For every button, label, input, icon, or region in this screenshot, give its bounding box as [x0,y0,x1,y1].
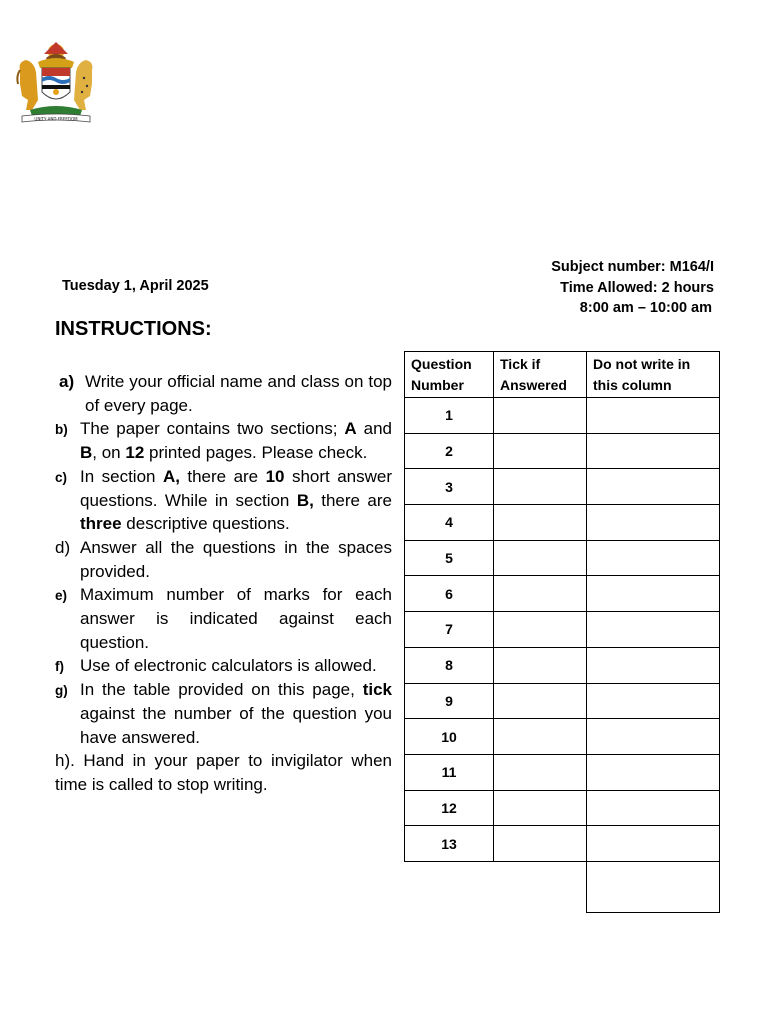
instructions-list [55,370,392,797]
tick-cell[interactable] [494,719,587,755]
instruction-f [55,654,392,678]
malawi-coat-of-arms-logo [14,40,98,126]
instruction-g [55,678,392,749]
table-row [405,505,720,541]
subject-number: Subject number: M164/I [551,259,714,275]
question-number-cell: 2 [405,433,494,469]
blank-cell [405,861,494,912]
examiner-cell [587,540,720,576]
instructions-heading: INSTRUCTIONS: [55,318,212,340]
time-allowed: Time Allowed: 2 hours [560,279,714,296]
instruction-text: there are [179,466,266,486]
instruction-text: In the table provided on this page, [80,680,363,700]
instruction-text: and [356,419,393,439]
examiner-cell [587,719,720,755]
tick-cell[interactable] [494,540,587,576]
instruction-e [55,583,392,654]
tick-cell[interactable] [494,505,587,541]
tick-cell[interactable] [494,433,587,469]
examiner-cell [587,683,720,719]
header-text: this column [593,376,672,393]
instruction-text: against the number of the question you have answered. [80,703,392,747]
header-question-number [405,352,494,398]
instruction-text: there are [313,490,393,510]
examiner-cell [587,469,720,505]
instruction-text: descriptive questions. [121,514,290,534]
question-number-cell: 1 [405,398,494,434]
header-text: Do not write in [593,356,691,372]
question-tick-table [404,351,720,913]
tick-cell[interactable] [494,398,587,434]
exam-meta [551,257,714,319]
instruction-text: printed pages. Please check. [144,443,368,463]
header-text: Tick if [500,356,541,372]
tick-cell[interactable] [494,754,587,790]
header-text: Answered [500,376,567,393]
examiner-total-cell [587,861,720,912]
tick-cell[interactable] [494,612,587,648]
instruction-text: Write your official name and class on top of every page. [85,372,392,415]
instruction-marker: g) [55,683,68,699]
table-row [405,790,720,826]
tick-cell[interactable] [494,790,587,826]
instruction-bold: 10 [265,466,285,486]
table-row [405,647,720,683]
table-header-row [405,352,720,398]
examiner-cell [587,398,720,434]
instruction-text: , on [92,443,126,463]
instruction-bold: A [344,419,357,439]
examiner-cell [587,576,720,612]
blank-cell [494,861,587,912]
instruction-marker: a) [59,372,75,391]
instruction-bold: B [80,443,93,463]
question-number-cell: 5 [405,540,494,576]
instruction-marker: e) [55,588,68,604]
examiner-cell [587,505,720,541]
table-row [405,398,720,434]
table-row [405,540,720,576]
instruction-text: In section [80,466,163,486]
time-range: 8:00 am – 10:00 am [579,300,712,316]
examiner-cell [587,790,720,826]
tick-cell[interactable] [494,683,587,719]
table-row [405,754,720,790]
instruction-text: The paper contains two sections; [80,419,345,439]
instruction-marker: d) [55,537,71,557]
instruction-b [55,417,392,464]
examiner-cell [587,754,720,790]
instruction-d [55,536,392,583]
question-number-cell: 9 [405,683,494,719]
instruction-bold: 12 [125,443,145,463]
tick-cell[interactable] [494,576,587,612]
table-row [405,719,720,755]
examiner-cell [587,612,720,648]
question-number-cell: 10 [405,719,494,755]
table-row [405,683,720,719]
instruction-h [55,749,392,796]
question-number-cell: 4 [405,505,494,541]
header-do-not-write [587,352,720,398]
question-number-cell: 8 [405,647,494,683]
instruction-text: Answer all the questions in the spaces provided. [80,537,392,581]
exam-date: Tuesday 1, April 2025 [62,278,209,294]
tick-cell[interactable] [494,469,587,505]
instruction-a [55,370,392,417]
instruction-bold: three [80,514,122,534]
total-row [405,861,720,912]
tick-cell[interactable] [494,647,587,683]
header-text: Question [411,356,472,372]
question-number-cell: 11 [405,754,494,790]
question-number-cell: 6 [405,576,494,612]
crest-motto: UNITY AND FREEDOM [34,116,78,122]
examiner-cell [587,647,720,683]
table-row [405,826,720,862]
table-row [405,576,720,612]
instruction-bold: tick [362,680,392,700]
instruction-bold: B, [296,490,314,510]
table-row [405,612,720,648]
tick-cell[interactable] [494,826,587,862]
instruction-marker: c) [55,469,68,485]
header-text: Number [411,376,464,393]
instruction-text: Maximum number of marks for each answer is indicated against each question. [80,585,392,652]
examiner-cell [587,826,720,862]
question-number-cell: 3 [405,469,494,505]
instruction-marker: b) [55,422,68,438]
question-number-cell: 13 [405,826,494,862]
question-number-cell: 12 [405,790,494,826]
table-row [405,469,720,505]
instruction-c [55,465,392,536]
instruction-text: short answer questions. While in section [80,466,392,510]
instruction-text: Use of electronic calculators is allowed. [80,656,377,676]
question-number-cell: 7 [405,612,494,648]
instruction-bold: A, [162,466,180,486]
instruction-marker: f) [55,659,64,675]
instruction-text: h). Hand in your paper to invigilator when time is called to stop writing. [55,751,392,794]
examiner-cell [587,433,720,469]
header-tick-if-answered [494,352,587,398]
table-row [405,433,720,469]
